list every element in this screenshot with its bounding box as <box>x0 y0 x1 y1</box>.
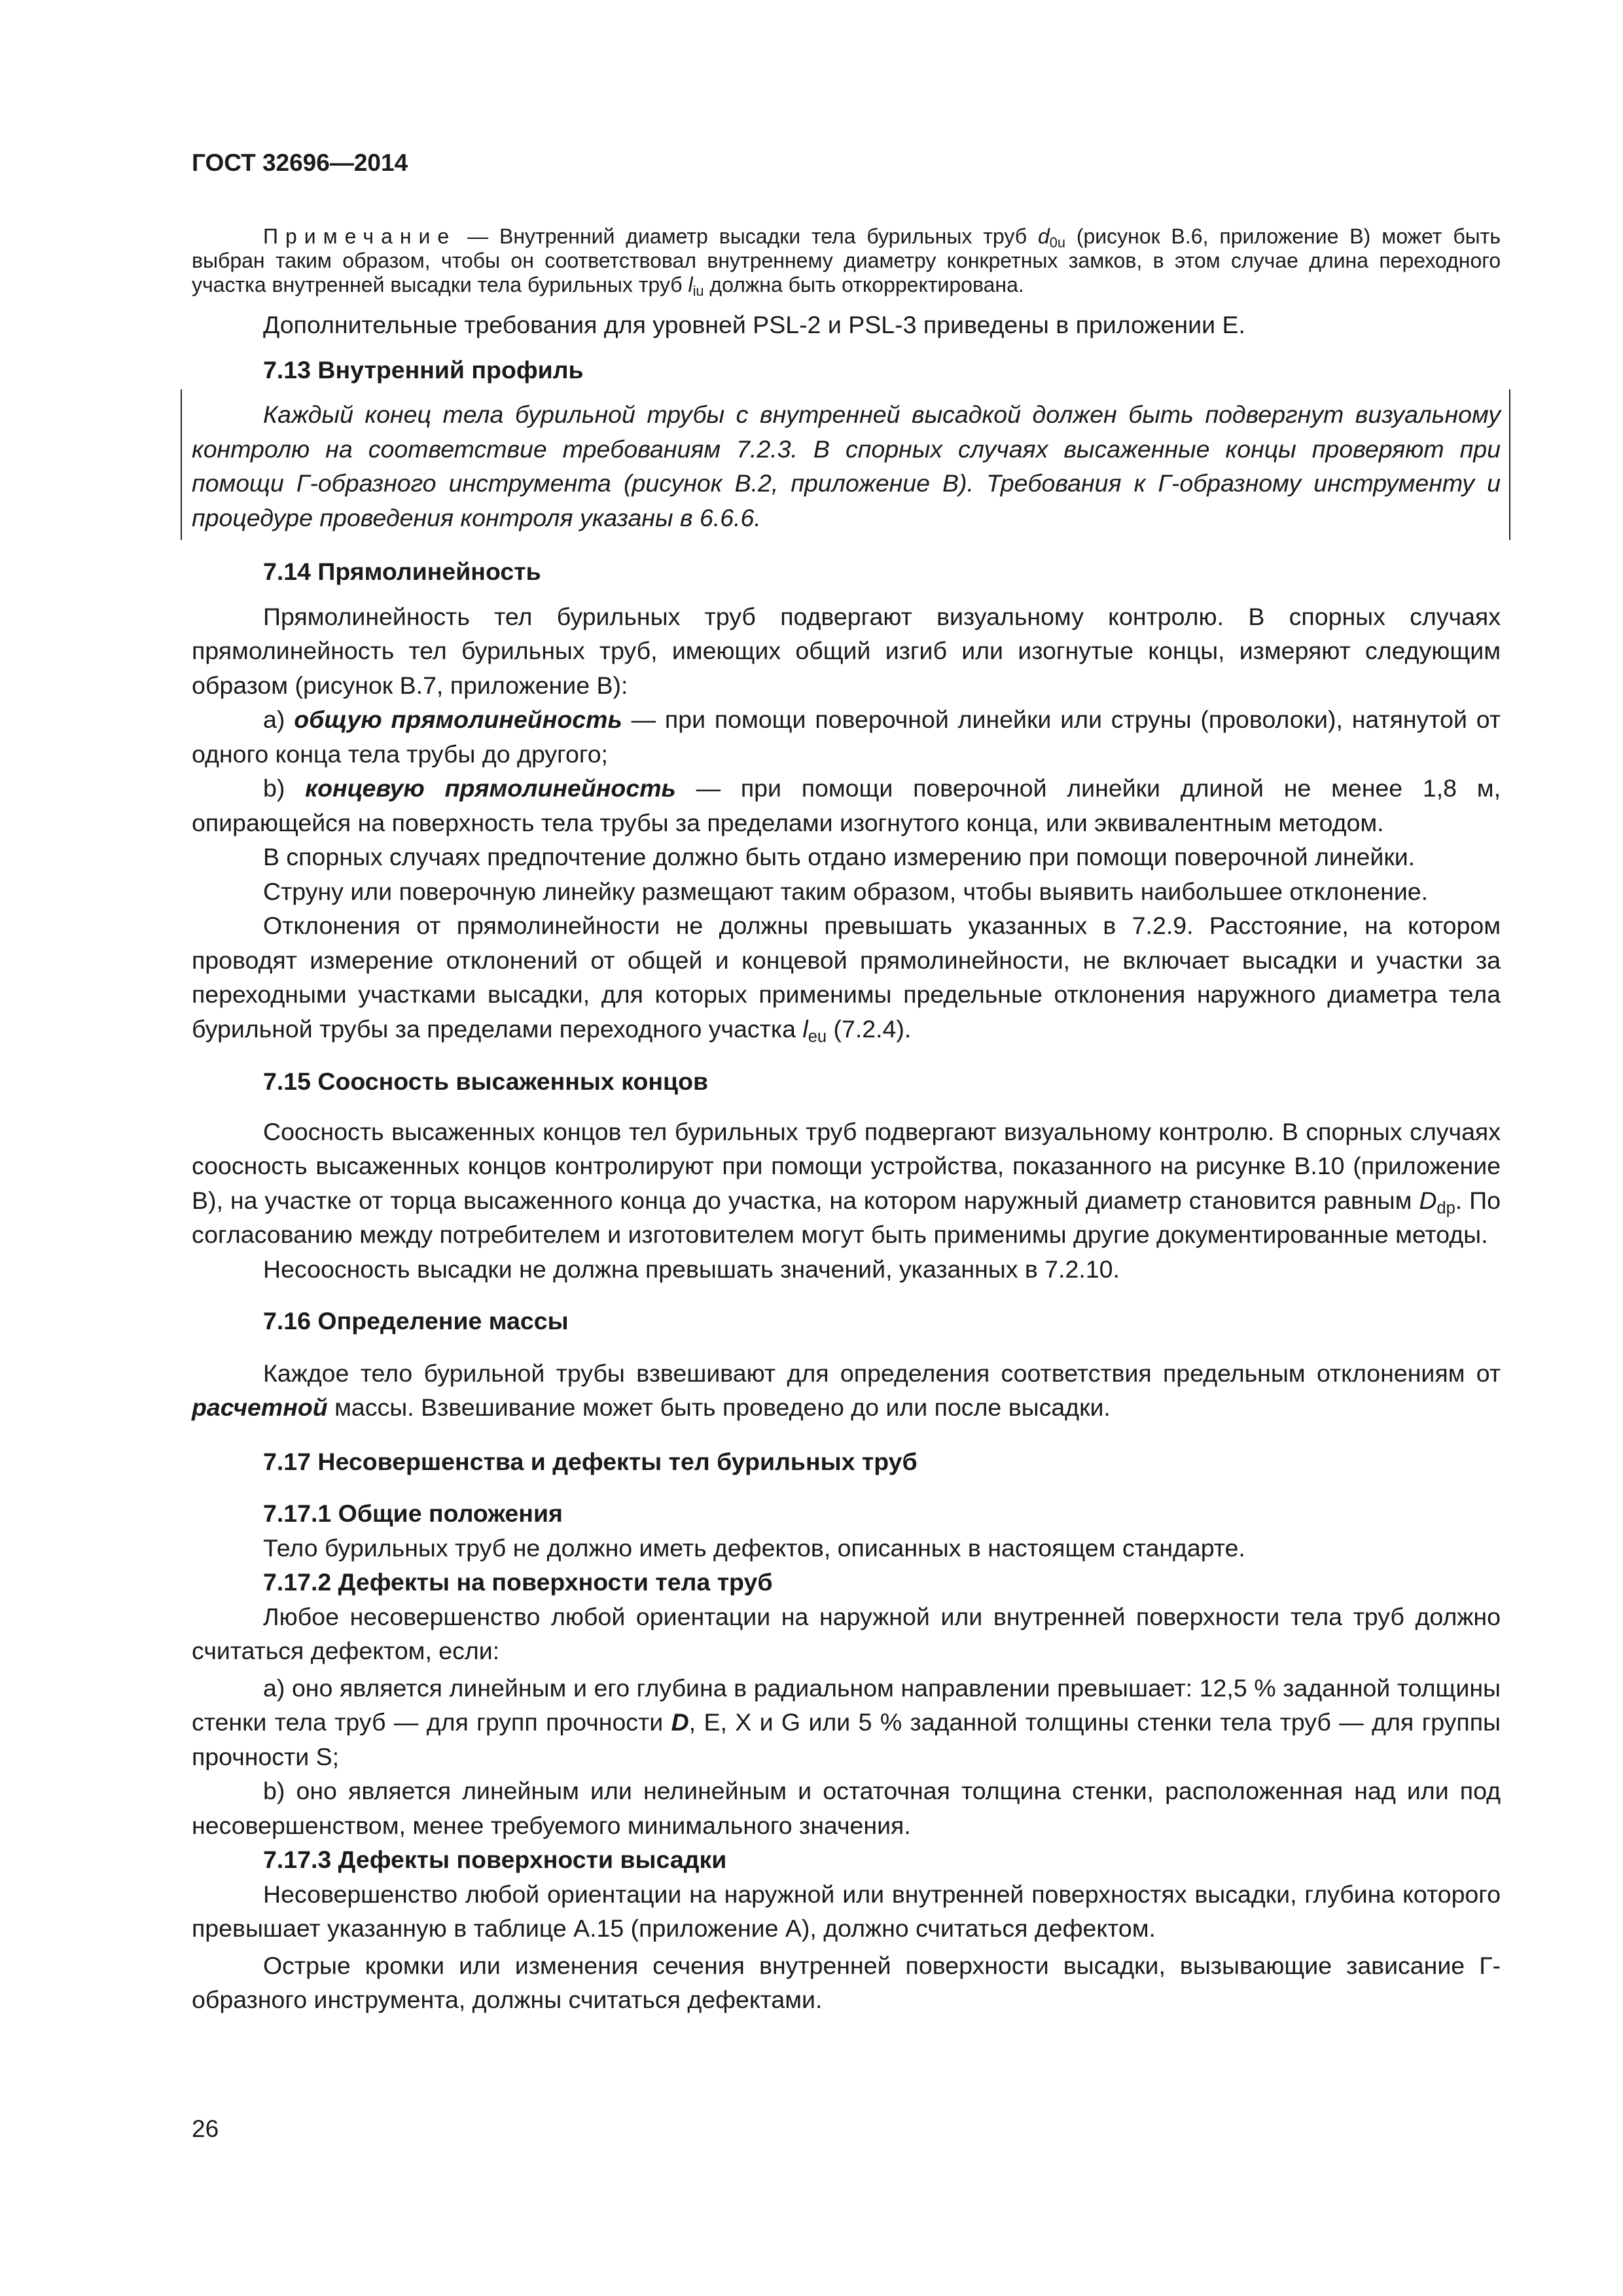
section-7-17-3-paragraph-1: Несовершенство любой ориентации на наружной или внутренней поверхностях высадки, глубина которого превышает указанную в таблице А.15 (приложение А), должно считаться дефектом. <box>192 1880 1501 1942</box>
changed-text-block <box>192 397 1501 535</box>
psl-paragraph: Дополнительные требования для уровней PSL-2 и PSL-3 приведены в приложении Е. <box>263 311 1245 338</box>
section-7-17-3-title: 7.17.3 Дефекты поверхности высадки <box>263 1846 727 1873</box>
section-7-15-paragraph-1: Соосность высаженных концов тел бурильных труб подвергают визуальному контролю. В спорных случаях соосность высаженных концов контролируют при помощи устройства, показанного на рисунке В.10 (приложение В), на участке от торца высаженного конца до участка, на котором наружный диаметр становится равным $D_{dp}$. По согласованию между потребителем и изготовителем могут быть применимы другие документированные методы. <box>192 1117 1501 1248</box>
section-7-17-1-paragraph: Тело бурильных труб не должно иметь дефектов, описанных в настоящем стандарте. <box>263 1534 1245 1562</box>
section-7-14-paragraph-4: Отклонения от прямолинейности не должны превышать указанных в 7.2.9. Расстояние, на котором проводят измерение отклонений от общей и концевой прямолинейности, не включает высадки и участки за переходными участками высадки, для которых применимы предельные отклонения наружного диаметра тела бурильной трубы за пределами переходного участка $l_{eu}$ (7.2.4). <box>192 912 1501 1046</box>
term-general-straightness: общую прямолинейность <box>294 706 622 733</box>
section-7-14-item-a: а) общую прямолинейность — при помощи поверочной линейки или струны (проволоки), натянутой от одного конца тела трубы до другого; <box>192 706 1501 768</box>
section-7-16-paragraph: Каждое тело бурильной трубы взвешивают для определения соответствия предельным отклонениям от расчетной массы. Взвешивание может быть проведено до или после высадки. <box>192 1359 1501 1421</box>
section-7-17-2-item-a: а) оно является линейным и его глубина в радиальном направлении превышает: 12,5 % заданной толщины стенки тела труб — для групп прочности D, Е, X и G или 5 % заданной толщины стенки тела труб — для группы прочности S; <box>192 1674 1501 1770</box>
note-label: Примечание <box>263 224 457 248</box>
section-7-14-item-b: b) концевую прямолинейность — при помощи поверочной линейки длиной не менее 1,8 м, опирающейся на поверхность тела трубы за пределами изогнутого конца, или эквивалентным методом. <box>192 774 1501 836</box>
change-bar-left <box>181 389 182 540</box>
section-7-17-title: 7.17 Несовершенства и дефекты тел бурильных труб <box>263 1447 918 1475</box>
page-number: 26 <box>192 2115 219 2142</box>
section-7-13-title: 7.13 Внутренний профиль <box>263 355 584 384</box>
term-end-straightness: концевую прямолинейность <box>305 774 676 802</box>
note-paragraph: Примечание — Внутренний диаметр высадки тела бурильных труб $d_{0u}$ (рисунок В.6, приложение В) может быть выбран таким образом, чтобы он соответствовал внутреннему диаметру конкретных замков, в этом случае длина переходного участка внутренней высадки тела бурильных труб $l_{iu}$ должна быть откорректирована. <box>192 224 1501 300</box>
section-7-15-title: 7.15 Соосность высаженных концов <box>263 1067 709 1095</box>
section-7-14-title: 7.14 Прямолинейность <box>263 558 541 585</box>
section-7-17-2-title: 7.17.2 Дефекты на поверхности тела труб <box>263 1568 773 1596</box>
page-content <box>192 224 1501 2017</box>
section-7-14-paragraph-3: Струну или поверочную линейку размещают таким образом, чтобы выявить наибольшее отклонение. <box>263 877 1429 905</box>
section-7-17-1-title: 7.17.1 Общие положения <box>263 1499 563 1527</box>
change-bar-right <box>1509 389 1510 540</box>
term-calculated: расчетной <box>192 1393 328 1421</box>
section-7-15-paragraph-2: Несоосность высадки не должна превышать значений, указанных в 7.2.10. <box>263 1255 1120 1283</box>
section-7-17-2-item-b: b) оно является линейным или нелинейным и остаточная толщина стенки, расположенная над или под несовершенством, менее требуемого минимального значения. <box>192 1777 1501 1839</box>
section-7-13-paragraph: Каждый конец тела бурильной трубы с внутренней высадкой должен быть подвергнут визуальному контролю на соответствие требованиям 7.2.3. В спорных случаях высаженные концы проверяют при помощи Г-образного инструмента (рисунок В.2, приложение В). Требования к Г-образному инструменту и процедуре проведения контроля указаны в 6.6.6. <box>192 401 1501 531</box>
section-7-17-2-paragraph: Любое несовершенство любой ориентации на наружной или внутренней поверхности тела труб должно считаться дефектом, если: <box>192 1602 1501 1664</box>
section-7-16-title: 7.16 Определение массы <box>263 1307 569 1335</box>
section-7-17-3-paragraph-2: Острые кромки или изменения сечения внутренней поверхности высадки, вызывающие зависание Г-образного инструмента, должны считаться дефектами. <box>192 1951 1501 2013</box>
section-7-14-paragraph-2: В спорных случаях предпочтение должно быть отдано измерению при помощи поверочной линейки. <box>263 843 1416 870</box>
document-header: ГОСТ 32696—2014 <box>192 149 408 176</box>
section-7-14-paragraph-1: Прямолинейность тел бурильных труб подвергают визуальному контролю. В спорных случаях прямолинейность тел бурильных труб, имеющих общий изгиб или изогнутые концы, измеряют следующим образом (рисунок В.7, приложение В): <box>192 602 1501 699</box>
